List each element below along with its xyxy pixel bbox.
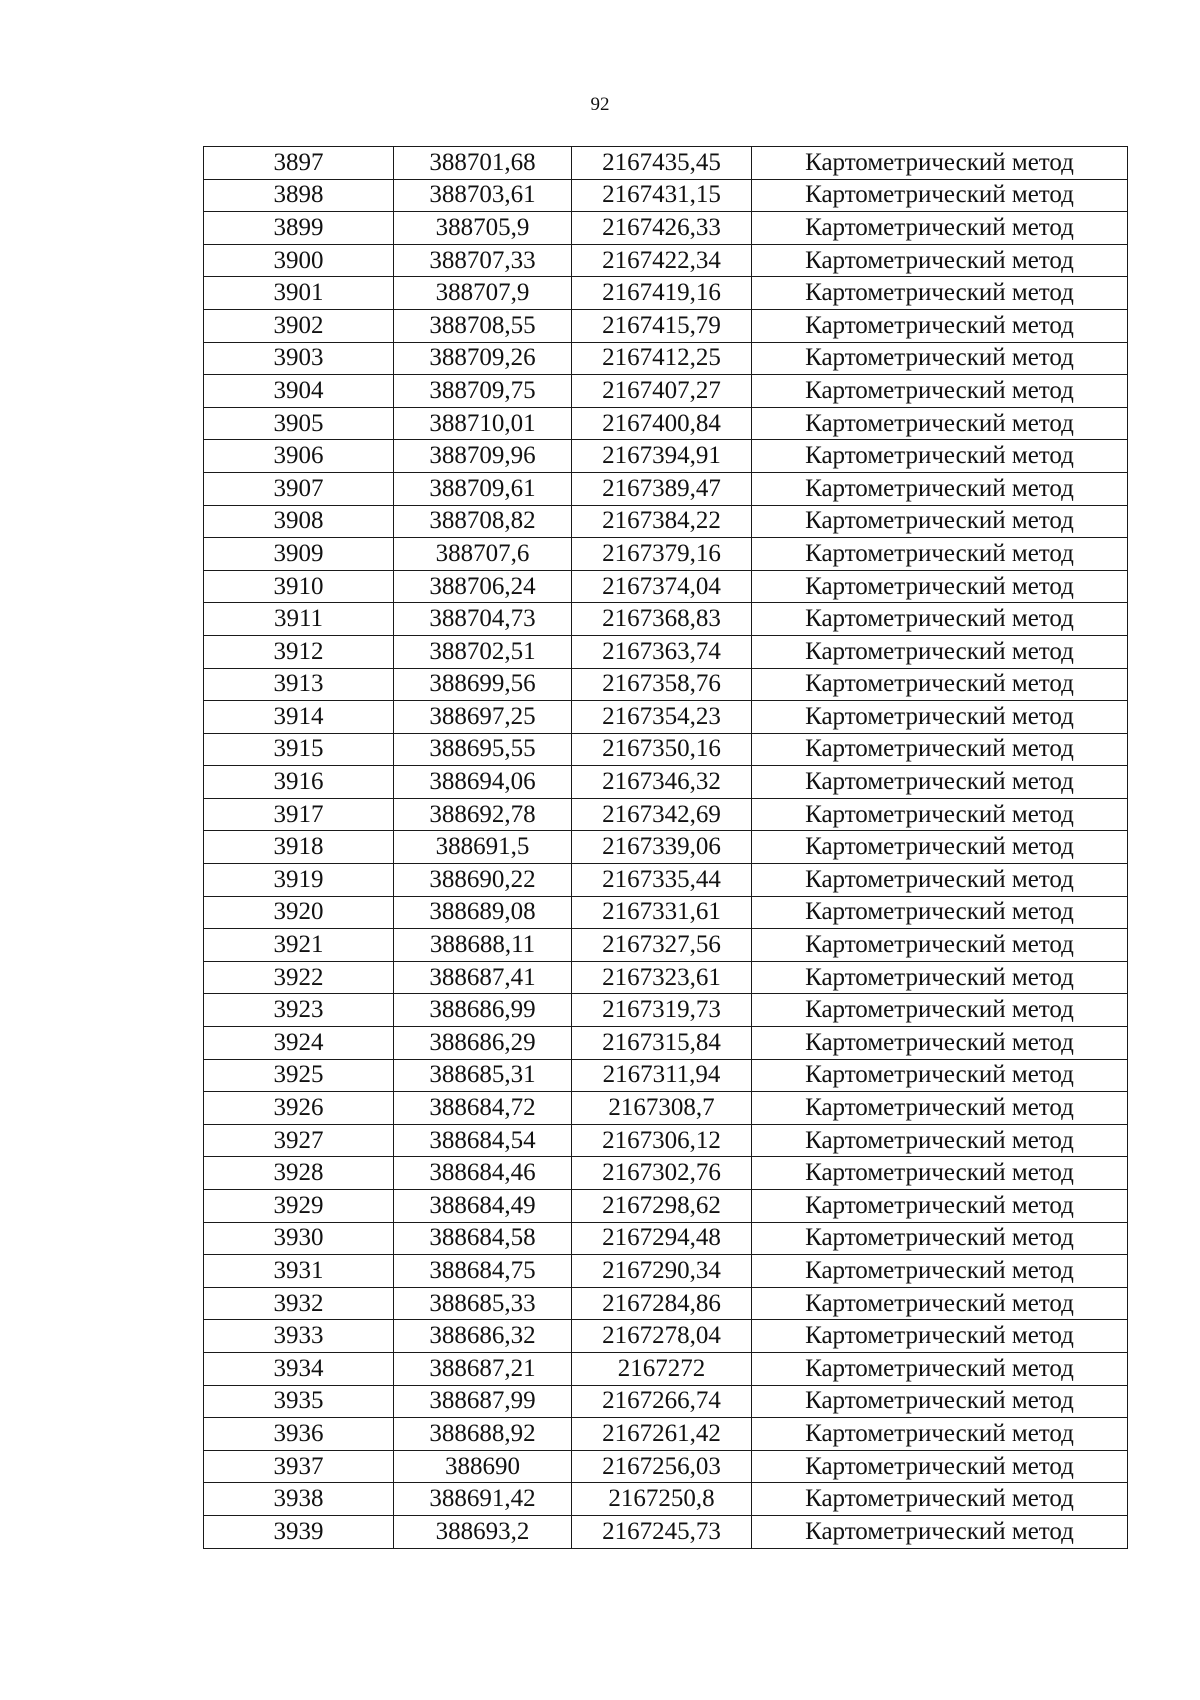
x-coordinate-cell: 388684,49 (394, 1190, 572, 1223)
x-coordinate-cell: 388701,68 (394, 147, 572, 180)
x-coordinate-cell: 388697,25 (394, 701, 572, 734)
x-coordinate-cell: 388692,78 (394, 798, 572, 831)
x-coordinate-cell: 388687,99 (394, 1385, 572, 1418)
table-row (204, 244, 1128, 277)
method-cell: Картометрический метод (752, 603, 1128, 636)
y-coordinate-cell: 2167354,23 (572, 701, 752, 734)
x-coordinate-cell: 388709,75 (394, 375, 572, 408)
method-cell: Картометрический метод (752, 701, 1128, 734)
x-coordinate-cell: 388686,29 (394, 1027, 572, 1060)
y-coordinate-cell: 2167350,16 (572, 733, 752, 766)
x-coordinate-cell: 388686,99 (394, 994, 572, 1027)
method-cell: Картометрический метод (752, 1352, 1128, 1385)
method-cell: Картометрический метод (752, 1124, 1128, 1157)
point-number-cell: 3938 (204, 1483, 394, 1516)
y-coordinate-cell: 2167308,7 (572, 1092, 752, 1125)
y-coordinate-cell: 2167342,69 (572, 798, 752, 831)
x-coordinate-cell: 388693,2 (394, 1515, 572, 1548)
y-coordinate-cell: 2167302,76 (572, 1157, 752, 1190)
table-row (204, 603, 1128, 636)
y-coordinate-cell: 2167379,16 (572, 538, 752, 571)
table-row (204, 179, 1128, 212)
point-number-cell: 3932 (204, 1287, 394, 1320)
table-row (204, 994, 1128, 1027)
y-coordinate-cell: 2167266,74 (572, 1385, 752, 1418)
y-coordinate-cell: 2167400,84 (572, 407, 752, 440)
point-number-cell: 3911 (204, 603, 394, 636)
table-row (204, 342, 1128, 375)
point-number-cell: 3933 (204, 1320, 394, 1353)
method-cell: Картометрический метод (752, 961, 1128, 994)
x-coordinate-cell: 388690,22 (394, 864, 572, 897)
method-cell: Картометрический метод (752, 994, 1128, 1027)
y-coordinate-cell: 2167323,61 (572, 961, 752, 994)
x-coordinate-cell: 388691,42 (394, 1483, 572, 1516)
x-coordinate-cell: 388705,9 (394, 212, 572, 245)
point-number-cell: 3926 (204, 1092, 394, 1125)
method-cell: Картометрический метод (752, 309, 1128, 342)
table-row (204, 1450, 1128, 1483)
method-cell: Картометрический метод (752, 1450, 1128, 1483)
y-coordinate-cell: 2167256,03 (572, 1450, 752, 1483)
point-number-cell: 3909 (204, 538, 394, 571)
y-coordinate-cell: 2167422,34 (572, 244, 752, 277)
method-cell: Картометрический метод (752, 179, 1128, 212)
method-cell: Картометрический метод (752, 1515, 1128, 1548)
point-number-cell: 3904 (204, 375, 394, 408)
table-row (204, 538, 1128, 571)
method-cell: Картометрический метод (752, 1418, 1128, 1451)
point-number-cell: 3903 (204, 342, 394, 375)
y-coordinate-cell: 2167394,91 (572, 440, 752, 473)
table-row (204, 472, 1128, 505)
table-row (204, 798, 1128, 831)
point-number-cell: 3907 (204, 472, 394, 505)
table-row (204, 1352, 1128, 1385)
x-coordinate-cell: 388685,33 (394, 1287, 572, 1320)
table-row (204, 1157, 1128, 1190)
method-cell: Картометрический метод (752, 831, 1128, 864)
point-number-cell: 3914 (204, 701, 394, 734)
coordinates-table-body (204, 147, 1128, 1549)
y-coordinate-cell: 2167250,8 (572, 1483, 752, 1516)
method-cell: Картометрический метод (752, 1190, 1128, 1223)
method-cell: Картометрический метод (752, 1320, 1128, 1353)
x-coordinate-cell: 388684,75 (394, 1255, 572, 1288)
y-coordinate-cell: 2167412,25 (572, 342, 752, 375)
point-number-cell: 3916 (204, 766, 394, 799)
table-row (204, 1320, 1128, 1353)
x-coordinate-cell: 388708,82 (394, 505, 572, 538)
table-row (204, 1222, 1128, 1255)
table-row (204, 375, 1128, 408)
table-row (204, 1418, 1128, 1451)
point-number-cell: 3900 (204, 244, 394, 277)
table-row (204, 1255, 1128, 1288)
x-coordinate-cell: 388688,92 (394, 1418, 572, 1451)
point-number-cell: 3937 (204, 1450, 394, 1483)
method-cell: Картометрический метод (752, 1483, 1128, 1516)
x-coordinate-cell: 388707,33 (394, 244, 572, 277)
x-coordinate-cell: 388684,72 (394, 1092, 572, 1125)
table-row (204, 277, 1128, 310)
table-row (204, 1059, 1128, 1092)
y-coordinate-cell: 2167407,27 (572, 375, 752, 408)
point-number-cell: 3910 (204, 570, 394, 603)
table-row (204, 1092, 1128, 1125)
coordinates-table (203, 146, 1128, 1549)
point-number-cell: 3912 (204, 635, 394, 668)
method-cell: Картометрический метод (752, 342, 1128, 375)
point-number-cell: 3901 (204, 277, 394, 310)
method-cell: Картометрический метод (752, 1385, 1128, 1418)
table-row (204, 1515, 1128, 1548)
method-cell: Картометрический метод (752, 244, 1128, 277)
y-coordinate-cell: 2167261,42 (572, 1418, 752, 1451)
point-number-cell: 3934 (204, 1352, 394, 1385)
y-coordinate-cell: 2167294,48 (572, 1222, 752, 1255)
y-coordinate-cell: 2167298,62 (572, 1190, 752, 1223)
x-coordinate-cell: 388709,61 (394, 472, 572, 505)
point-number-cell: 3931 (204, 1255, 394, 1288)
point-number-cell: 3917 (204, 798, 394, 831)
method-cell: Картометрический метод (752, 538, 1128, 571)
method-cell: Картометрический метод (752, 147, 1128, 180)
point-number-cell: 3906 (204, 440, 394, 473)
table-row (204, 701, 1128, 734)
point-number-cell: 3927 (204, 1124, 394, 1157)
table-row (204, 864, 1128, 897)
y-coordinate-cell: 2167335,44 (572, 864, 752, 897)
point-number-cell: 3936 (204, 1418, 394, 1451)
method-cell: Картометрический метод (752, 570, 1128, 603)
table-row (204, 831, 1128, 864)
point-number-cell: 3928 (204, 1157, 394, 1190)
y-coordinate-cell: 2167272 (572, 1352, 752, 1385)
method-cell: Картометрический метод (752, 1059, 1128, 1092)
method-cell: Картометрический метод (752, 929, 1128, 962)
x-coordinate-cell: 388707,9 (394, 277, 572, 310)
method-cell: Картометрический метод (752, 1255, 1128, 1288)
method-cell: Картометрический метод (752, 472, 1128, 505)
x-coordinate-cell: 388708,55 (394, 309, 572, 342)
point-number-cell: 3913 (204, 668, 394, 701)
y-coordinate-cell: 2167384,22 (572, 505, 752, 538)
method-cell: Картометрический метод (752, 798, 1128, 831)
point-number-cell: 3905 (204, 407, 394, 440)
method-cell: Картометрический метод (752, 440, 1128, 473)
y-coordinate-cell: 2167290,34 (572, 1255, 752, 1288)
y-coordinate-cell: 2167358,76 (572, 668, 752, 701)
point-number-cell: 3935 (204, 1385, 394, 1418)
point-number-cell: 3919 (204, 864, 394, 897)
point-number-cell: 3898 (204, 179, 394, 212)
x-coordinate-cell: 388699,56 (394, 668, 572, 701)
y-coordinate-cell: 2167278,04 (572, 1320, 752, 1353)
x-coordinate-cell: 388689,08 (394, 896, 572, 929)
y-coordinate-cell: 2167363,74 (572, 635, 752, 668)
method-cell: Картометрический метод (752, 1157, 1128, 1190)
x-coordinate-cell: 388703,61 (394, 179, 572, 212)
point-number-cell: 3918 (204, 831, 394, 864)
y-coordinate-cell: 2167368,83 (572, 603, 752, 636)
table-row (204, 1385, 1128, 1418)
table-row (204, 212, 1128, 245)
y-coordinate-cell: 2167419,16 (572, 277, 752, 310)
method-cell: Картометрический метод (752, 733, 1128, 766)
method-cell: Картометрический метод (752, 1027, 1128, 1060)
point-number-cell: 3923 (204, 994, 394, 1027)
y-coordinate-cell: 2167319,73 (572, 994, 752, 1027)
x-coordinate-cell: 388685,31 (394, 1059, 572, 1092)
method-cell: Картометрический метод (752, 277, 1128, 310)
x-coordinate-cell: 388702,51 (394, 635, 572, 668)
y-coordinate-cell: 2167306,12 (572, 1124, 752, 1157)
method-cell: Картометрический метод (752, 212, 1128, 245)
table-row (204, 766, 1128, 799)
point-number-cell: 3939 (204, 1515, 394, 1548)
table-row (204, 570, 1128, 603)
y-coordinate-cell: 2167389,47 (572, 472, 752, 505)
y-coordinate-cell: 2167315,84 (572, 1027, 752, 1060)
y-coordinate-cell: 2167311,94 (572, 1059, 752, 1092)
point-number-cell: 3921 (204, 929, 394, 962)
y-coordinate-cell: 2167426,33 (572, 212, 752, 245)
table-row (204, 1027, 1128, 1060)
method-cell: Картометрический метод (752, 864, 1128, 897)
y-coordinate-cell: 2167374,04 (572, 570, 752, 603)
x-coordinate-cell: 388684,58 (394, 1222, 572, 1255)
method-cell: Картометрический метод (752, 1222, 1128, 1255)
table-row (204, 505, 1128, 538)
x-coordinate-cell: 388690 (394, 1450, 572, 1483)
x-coordinate-cell: 388695,55 (394, 733, 572, 766)
point-number-cell: 3908 (204, 505, 394, 538)
table-row (204, 309, 1128, 342)
table-row (204, 1124, 1128, 1157)
x-coordinate-cell: 388706,24 (394, 570, 572, 603)
y-coordinate-cell: 2167431,15 (572, 179, 752, 212)
method-cell: Картометрический метод (752, 1287, 1128, 1320)
table-row (204, 440, 1128, 473)
method-cell: Картометрический метод (752, 1092, 1128, 1125)
point-number-cell: 3924 (204, 1027, 394, 1060)
table-row (204, 733, 1128, 766)
x-coordinate-cell: 388684,46 (394, 1157, 572, 1190)
method-cell: Картометрический метод (752, 505, 1128, 538)
method-cell: Картометрический метод (752, 407, 1128, 440)
point-number-cell: 3925 (204, 1059, 394, 1092)
y-coordinate-cell: 2167327,56 (572, 929, 752, 962)
point-number-cell: 3899 (204, 212, 394, 245)
x-coordinate-cell: 388709,96 (394, 440, 572, 473)
method-cell: Картометрический метод (752, 668, 1128, 701)
table-row (204, 1483, 1128, 1516)
table-row (204, 896, 1128, 929)
method-cell: Картометрический метод (752, 635, 1128, 668)
table-row (204, 961, 1128, 994)
table-row (204, 929, 1128, 962)
table-row (204, 407, 1128, 440)
y-coordinate-cell: 2167415,79 (572, 309, 752, 342)
x-coordinate-cell: 388694,06 (394, 766, 572, 799)
x-coordinate-cell: 388686,32 (394, 1320, 572, 1353)
y-coordinate-cell: 2167284,86 (572, 1287, 752, 1320)
table-row (204, 1287, 1128, 1320)
x-coordinate-cell: 388707,6 (394, 538, 572, 571)
point-number-cell: 3915 (204, 733, 394, 766)
table-row (204, 147, 1128, 180)
table-row (204, 1190, 1128, 1223)
x-coordinate-cell: 388688,11 (394, 929, 572, 962)
method-cell: Картометрический метод (752, 766, 1128, 799)
page-number: 92 (590, 94, 610, 115)
x-coordinate-cell: 388710,01 (394, 407, 572, 440)
y-coordinate-cell: 2167331,61 (572, 896, 752, 929)
method-cell: Картометрический метод (752, 896, 1128, 929)
x-coordinate-cell: 388691,5 (394, 831, 572, 864)
x-coordinate-cell: 388704,73 (394, 603, 572, 636)
x-coordinate-cell: 388684,54 (394, 1124, 572, 1157)
x-coordinate-cell: 388687,41 (394, 961, 572, 994)
y-coordinate-cell: 2167346,32 (572, 766, 752, 799)
x-coordinate-cell: 388709,26 (394, 342, 572, 375)
point-number-cell: 3897 (204, 147, 394, 180)
x-coordinate-cell: 388687,21 (394, 1352, 572, 1385)
point-number-cell: 3930 (204, 1222, 394, 1255)
y-coordinate-cell: 2167339,06 (572, 831, 752, 864)
y-coordinate-cell: 2167245,73 (572, 1515, 752, 1548)
point-number-cell: 3902 (204, 309, 394, 342)
point-number-cell: 3929 (204, 1190, 394, 1223)
point-number-cell: 3920 (204, 896, 394, 929)
table-row (204, 635, 1128, 668)
y-coordinate-cell: 2167435,45 (572, 147, 752, 180)
method-cell: Картометрический метод (752, 375, 1128, 408)
point-number-cell: 3922 (204, 961, 394, 994)
table-row (204, 668, 1128, 701)
